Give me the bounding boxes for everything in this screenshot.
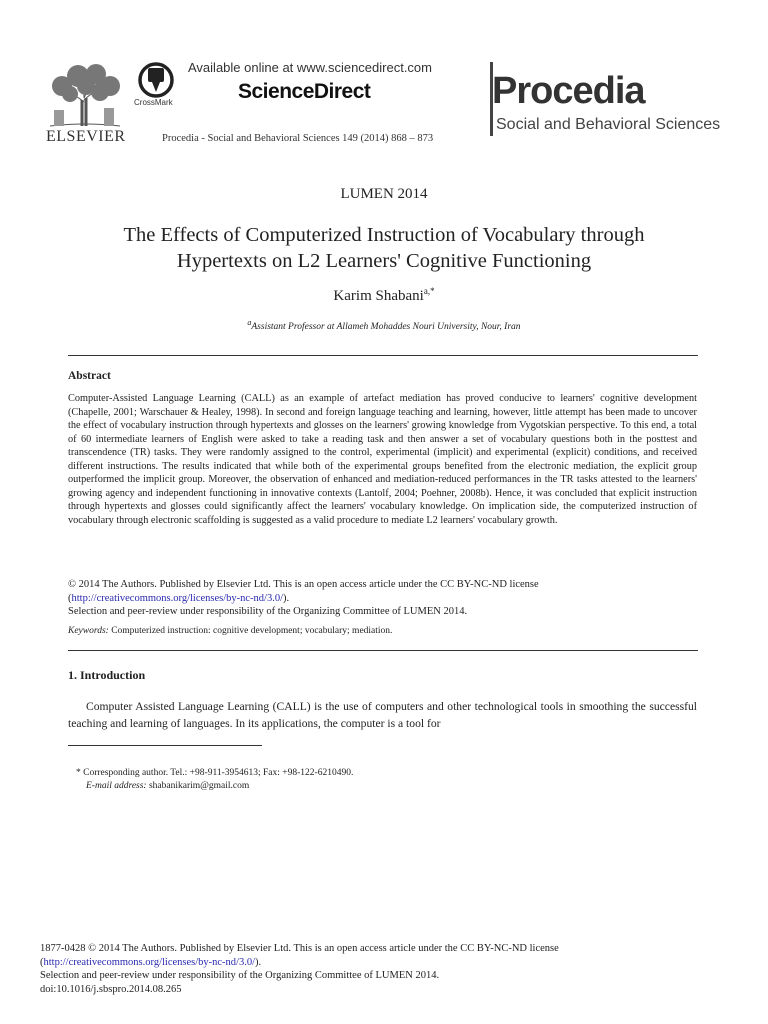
affiliation-superscript: a xyxy=(247,318,252,327)
page-footer xyxy=(40,942,740,996)
affiliation xyxy=(0,318,768,332)
keywords xyxy=(68,626,392,636)
footer-doi[interactable]: doi:10.1016/j.sbspro.2014.08.265 xyxy=(40,983,182,995)
footer-issn-license: 1877-0428 © 2014 The Authors. Published by Elsevier Ltd. This is an open access article under the CC BY-NC-ND license xyxy=(40,943,559,954)
footer-link-line: (http://creativecommons.org/licenses/by-nc-nd/3.0/). xyxy=(40,956,262,968)
introduction-heading: 1. Introduction xyxy=(68,668,146,682)
procedia-logo: Procedia xyxy=(492,70,645,112)
footer-peer-review: Selection and peer-review under responsibility of the Organizing Committee of LUMEN 2014. xyxy=(40,970,440,981)
divider-top xyxy=(68,355,698,356)
author xyxy=(0,286,768,305)
title-line-1: The Effects of Computerized Instruction of Vocabulary through xyxy=(123,224,645,246)
available-online-text: Available online at www.sciencedirect.com xyxy=(188,60,432,75)
corresponding-author-note: * Corresponding author. Tel.: +98-911-3954613; Fax: +98-122-6210490. xyxy=(76,768,354,778)
email-note xyxy=(86,781,249,791)
license-link[interactable]: http://creativecommons.org/licenses/by-nc-nd/3.0/ xyxy=(71,592,284,604)
footer-license-link[interactable]: http://creativecommons.org/licenses/by-nc-nd/3.0/ xyxy=(43,956,256,968)
journal-citation: Procedia - Social and Behavioral Sciences 149 (2014) 868 – 873 xyxy=(162,133,434,144)
email-label: E-mail address: xyxy=(86,781,147,791)
sciencedirect-logo[interactable]: ScienceDirect xyxy=(238,80,371,103)
author-name: Karim Shabani xyxy=(333,288,424,304)
affiliation-text: Assistant Professor at Allameh Mohaddes Nouri University, Nour, Iran xyxy=(251,322,521,333)
email-address[interactable]: shabanikarim@gmail.com xyxy=(148,781,250,791)
keywords-text: Computerized instruction: cognitive development; vocabulary; mediation. xyxy=(111,626,393,636)
elsevier-wordmark: ELSEVIER xyxy=(46,128,126,145)
article-title xyxy=(60,222,708,274)
procedia-subtitle: Social and Behavioral Sciences xyxy=(496,116,721,133)
abstract-text: Computer-Assisted Language Learning (CALL) as an example of artefact mediation has proved conducive to learners' cognitive development (Chapelle, 2001; Warschauer & Healey, 1998). In second and foreign language teaching and learning, however, little attempt has been made to uncover the effect of vocabulary instruction through hypertexts and glosses on the learners' growing knowledge from Vygotskian perspective. To this end, a total of 60 intermediate learners of English were asked to take a reading task and then answer a set of vocabulary questions both in the posttest and transcendence (TR) tasks. They were randomly assigned to the control, experimental (implicit) and experimental (explicit) conditions, and received different instructions. The results indicated that while both of the experimental groups benefited from the electronic mediation, the explicit group outperformed the implicit group. Moreover, the observation of enhanced and mediation-reduced performances in the TR tasks attested to the learners' growing agency and independent functioning in innovative contexts (Lantolf, 2004; Poehner, 2008b). Hence, it was concluded that explicit instruction through hypertexts and glosses could significantly affect the learners' vocabulary knowledge. On implication side, the computerized instruction of vocabulary through electronic scaffolding is suggested as a valid procedure to mediate L2 learners' vocabulary growth. xyxy=(68,393,697,526)
conference-name: LUMEN 2014 xyxy=(340,186,428,202)
footnote-rule xyxy=(68,745,262,746)
license-block xyxy=(68,578,697,619)
license-line: © 2014 The Authors. Published by Elsevier Ltd. This is an open access article under the CC BY-NC-ND license xyxy=(68,579,539,590)
abstract-heading: Abstract xyxy=(68,370,111,382)
author-superscript: a,* xyxy=(423,286,435,296)
license-link-line: (http://creativecommons.org/licenses/by-nc-nd/3.0/). xyxy=(68,592,290,604)
crossmark-label: CrossMark xyxy=(134,98,173,107)
peer-review-line: Selection and peer-review under responsibility of the Organizing Committee of LUMEN 2014. xyxy=(68,606,468,617)
keywords-label: Keywords: xyxy=(68,626,109,636)
divider-bottom xyxy=(68,650,698,651)
title-line-2: Hypertexts on L2 Learners' Cognitive Functioning xyxy=(176,250,592,272)
introduction-text: Computer Assisted Language Learning (CALL) is the use of computers and other technological tools in smoothing the successful teaching and learning of languages. In its applications, the computer is a tool for xyxy=(68,700,697,730)
